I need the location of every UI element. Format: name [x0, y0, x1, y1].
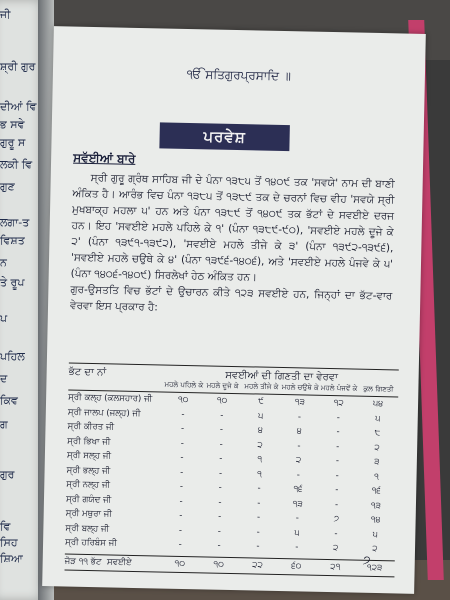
table-cell: -: [181, 409, 185, 420]
table-cell: -: [335, 470, 339, 481]
table-cell: -: [256, 527, 260, 538]
table-cell: -: [257, 498, 261, 509]
table-cell: ੧੩: [292, 498, 303, 509]
paragraph-2: ਗੁਰ-ਉਸਤਤਿ ਵਿਚ ਭੱਟਾਂ ਦੇ ਉਚਾਰਨ ਕੀਤੇ ੧੨੩ ਸਵਈਏ ਹਨ, ਜਿਨ੍ਹਾਂ ਦਾ ਭੱਟ-ਵਾਰ ਵੇਰਵਾ ਇਸ ਪ੍ਰਕਾਰ ਹੈ:: [69, 283, 393, 314]
table-cell: ੨: [295, 455, 302, 466]
table-cell: ੧੪: [370, 514, 381, 526]
table-cell: -: [256, 541, 260, 552]
left-page-text: ਕਿਵ: [0, 394, 18, 407]
table-cell: -: [219, 424, 224, 435]
total-cell: ੧੦: [213, 559, 225, 570]
table-cell: -: [218, 468, 223, 479]
table-cell: -: [219, 439, 223, 450]
table-cell: ੧੩: [294, 397, 305, 408]
total-cell: ੧੦: [174, 558, 186, 569]
left-page-text: ਦ: [0, 372, 8, 385]
table-cell: -: [336, 427, 340, 438]
table-cell: -: [297, 440, 301, 451]
subheader-cell: ਕੁਲ ਗਿਣਤੀ: [363, 384, 394, 394]
table-cell: -: [335, 485, 339, 496]
table-cell: ੧੦: [216, 395, 228, 406]
book-page: [42, 26, 426, 594]
table-cell: -: [180, 452, 184, 463]
table-cell: ੧: [257, 469, 262, 480]
table-cell: ੪: [296, 426, 302, 437]
total-savaiye-label: ਸਵਈਏ: [106, 556, 132, 568]
page-number: ੭: [362, 552, 371, 567]
count-column-header: ਸਵਈਆਂ ਦੀ ਗਿਣਤੀ ਦਾ ਵੇਰਵਾ: [225, 369, 339, 384]
table-cell: ੧: [257, 454, 263, 465]
table-cell: -: [180, 467, 184, 478]
left-page-text: ਤੇ ਰੂਪ: [0, 276, 25, 289]
table-cell: -: [217, 540, 221, 551]
table-cell: -: [218, 511, 222, 522]
table-cell: -: [295, 542, 299, 553]
left-page-text: ਪ: [0, 312, 8, 325]
left-page-text: ਸ਼ਿਆ: [0, 552, 23, 565]
left-page-text: ਵਿਸ਼ਤ: [0, 234, 25, 247]
body-text: [70, 170, 395, 321]
table-cell: ੨: [374, 442, 380, 453]
table-cell: -: [336, 441, 340, 452]
table-cell: -: [179, 481, 184, 492]
table-cell: ੪: [257, 425, 263, 436]
bhatt-name: ਸ੍ਰੀ ਹਰਿਬੰਸ ਜੀ: [64, 537, 117, 549]
table-cell: -: [296, 469, 300, 480]
table-cell: ੫: [294, 527, 300, 538]
table-cell: ੨: [372, 543, 378, 555]
subheader-cell: ਮਹਲੇ ਦੂਜੇ ਕੇ: [206, 381, 239, 391]
paragraph-1: ਸ੍ਰੀ ਗੁਰੂ ਗ੍ਰੰਥ ਸਾਹਿਬ ਜੀ ਦੇ ਪੰਨਾ ੧੩੮੫ ਤੋਂ ੧੪੦੯ ਤਕ 'ਸਵਯੇ' ਨਾਮ ਦੀ ਬਾਣੀ ਅੰਕਿਤ ਹੈ। ਆਰੰਭ ਵਿਚ ਪੰਨਾ ੧੩੮੫ ਤੋਂ ੧੩੮੯ ਤਕ ਦੇ ਚਰਨਾਂ ਵਿਚ ਵੀਹ 'ਸਵਯੇ ਸ੍ਰੀ ਮੁਖਬਾਕ੍ਹ ਮਹਲਾ ੫' ਹਨ ਅਤੇ ਪੰਨਾ ੧੩੮੯ ਤੋਂ ੧੪੦੯ ਤਕ ਭੱਟਾਂ ਦੇ ਸਵਈਏ ਦਰਜ ਹਨ। ਇਹ 'ਸਵਈਏ ਮਹਲੇ ਪਹਿਲੇ ਕੇ ੧' (ਪੰਨਾ ੧੩੮੯-੯੦), 'ਸਵਈਏ ਮਹਲੇ ਦੂਜੇ ਕੇ ੨' (ਪੰਨਾ ੧੩੯੧-੧੩੯੨), 'ਸਵਈਏ ਮਹਲੇ ਤੀਜੇ ਕੇ ੩' (ਪੰਨਾ ੧੩੯੨-੧੩੯੬), 'ਸਵਈਏ ਮਹਲੇ ਚਉਥੇ ਕੇ ੪' (ਪੰਨਾ ੧੩੯੬-੧੪੦੬), ਅਤੇ 'ਸਵਈਏ ਮਹਲੇ ਪੰਜਵੇ ਕੇ ੫' (ਪੰਨਾ ੧੪੦੬-੧੪੦੯) ਸਿਰਲੇਖਾਂ ਹੇਠ ਅੰਕਿਤ ਹਨ।: [70, 171, 395, 284]
table-cell: -: [179, 496, 183, 507]
table-cell: -: [179, 510, 183, 521]
table-cell: ੫: [258, 411, 264, 422]
left-page-text: ਗੁਣ: [0, 180, 15, 193]
table-cell: ੫: [375, 413, 381, 424]
left-page-text: ਦੀਆਂ ਵਿ: [0, 100, 37, 113]
bhatt-name: ਸ੍ਰੀ ਭਿਖਾ ਜੀ: [67, 436, 111, 447]
table-cell: ੨: [332, 543, 339, 554]
table-cell: -: [257, 483, 261, 494]
bhatt-table: [65, 363, 399, 577]
left-page-text: ਲਕੀ ਵਿ: [0, 158, 33, 171]
table-cell: -: [180, 423, 185, 434]
left-page-text: ਸਿਹ: [0, 536, 18, 549]
bhatt-name: ਸ੍ਰੀ ਮਥੁਰਾ ਜੀ: [65, 508, 112, 520]
bhatt-name: ਸ੍ਰੀ ਸਲ੍ਹ ਜੀ: [66, 450, 112, 462]
bhatt-name: ਸ੍ਰੀ ਗਯੰਦ ਜੀ: [65, 494, 112, 505]
table-cell: -: [295, 513, 300, 524]
table-cell: -: [220, 410, 224, 421]
table-cell: -: [217, 526, 222, 537]
page-header: ੴ ਸਤਿਗੁਰਪ੍ਰਸਾਦਿ ॥: [186, 66, 292, 84]
table-cell: ੧੦: [177, 394, 189, 406]
total-cell: ੧੨੩: [366, 562, 383, 573]
left-page-text: ਨ: [0, 256, 7, 269]
left-page-text: ਭ ਸਵੇ: [0, 118, 25, 131]
total-cell: ੨੨: [252, 559, 264, 571]
left-page-text: ਲਗਾ-ਤ: [0, 216, 30, 229]
table-cell: ੮: [374, 427, 381, 439]
bhatt-name: ਸ੍ਰੀ ਕੀਰਤ ਜੀ: [67, 421, 115, 433]
left-page-text: ਗ: [0, 418, 8, 431]
table-cell: ੯: [258, 396, 264, 407]
subheading: ਸਵੱਈਆਂ ਬਾਰੇ: [73, 150, 136, 166]
table-cell: -: [218, 497, 222, 508]
total-cell: ੨੧: [330, 561, 341, 572]
left-page-text: ਸ਼੍ਰੀ ਗੁਰ: [0, 60, 36, 73]
table-cell: -: [336, 412, 341, 423]
table-cell: ੧੬: [371, 485, 381, 497]
left-page-text: ਜੀ: [0, 8, 11, 21]
table-cell: ੧: [374, 471, 379, 482]
name-column-header: ਭੱਟ ਦਾ ਨਾਂ: [68, 366, 107, 379]
table-cell: -: [334, 499, 339, 510]
bhatt-name: ਸ੍ਰੀ ਕਲ੍ਹ (ਕਲਸਹਾਰ) ਜੀ: [68, 392, 153, 405]
table-cell: ੧੨: [333, 398, 344, 409]
table-cell: ੩: [374, 456, 380, 468]
total-bhatt-count: ਜੋੜ ੧੧ ਭੱਟ: [64, 556, 102, 567]
section-title: ਪਰਵੇਸ਼: [159, 122, 290, 151]
table-cell: -: [256, 512, 261, 523]
left-page-text: ਪਹਿਲ: [0, 350, 25, 363]
table-cell: -: [178, 539, 182, 550]
subheader-cell: ਮਹਲੇ ਚਉਥੇ ਕੇ: [281, 383, 319, 392]
subheader-cell: ਮਹਲੇ ਪਹਿਲੇ ਕੇ: [164, 380, 204, 390]
left-page-text: ਗੁਰ: [0, 468, 15, 481]
table-cell: -: [297, 411, 302, 422]
total-label: [65, 554, 161, 571]
bhatt-name: ਸ੍ਰੀ ਜਾਲਪ (ਜਲ੍ਹ) ਜੀ: [67, 407, 141, 419]
table-cell: ੨: [257, 440, 263, 451]
table-cell: -: [218, 482, 222, 493]
table-cell: ੧੩: [370, 500, 382, 511]
left-page-text: ਗੁਰੂ ਸ: [0, 136, 26, 149]
table-cell: -: [219, 453, 223, 464]
table-cell: ੧੬: [293, 484, 303, 495]
bhatt-name: ਸ੍ਰੀ ਬਲ੍ਹ ਜੀ: [65, 523, 110, 534]
table-cell: ੫੪: [372, 398, 384, 410]
table-cell: -: [334, 528, 338, 539]
left-page-text: ਵਿ: [0, 520, 11, 533]
bhatt-name: ਸ੍ਰੀ ਨਲ੍ਹ ਜੀ: [66, 479, 111, 491]
table-cell: ੫: [372, 529, 378, 540]
table-cell: -: [335, 456, 340, 467]
total-cell: ੬੦: [291, 560, 302, 571]
table-cell: ੭: [333, 514, 340, 525]
subheader-cell: ਮਹਲੇ ਤੀਜੇ ਕੇ: [244, 382, 279, 391]
subheader-cell: ਮਹਲੇ ਪੰਜਵੇਂ ਕੇ: [320, 383, 358, 393]
table-cell: -: [180, 438, 184, 449]
bhatt-name: ਸ੍ਰੀ ਭਲ੍ਹ ਜੀ: [66, 465, 111, 476]
table-cell: -: [178, 525, 183, 536]
